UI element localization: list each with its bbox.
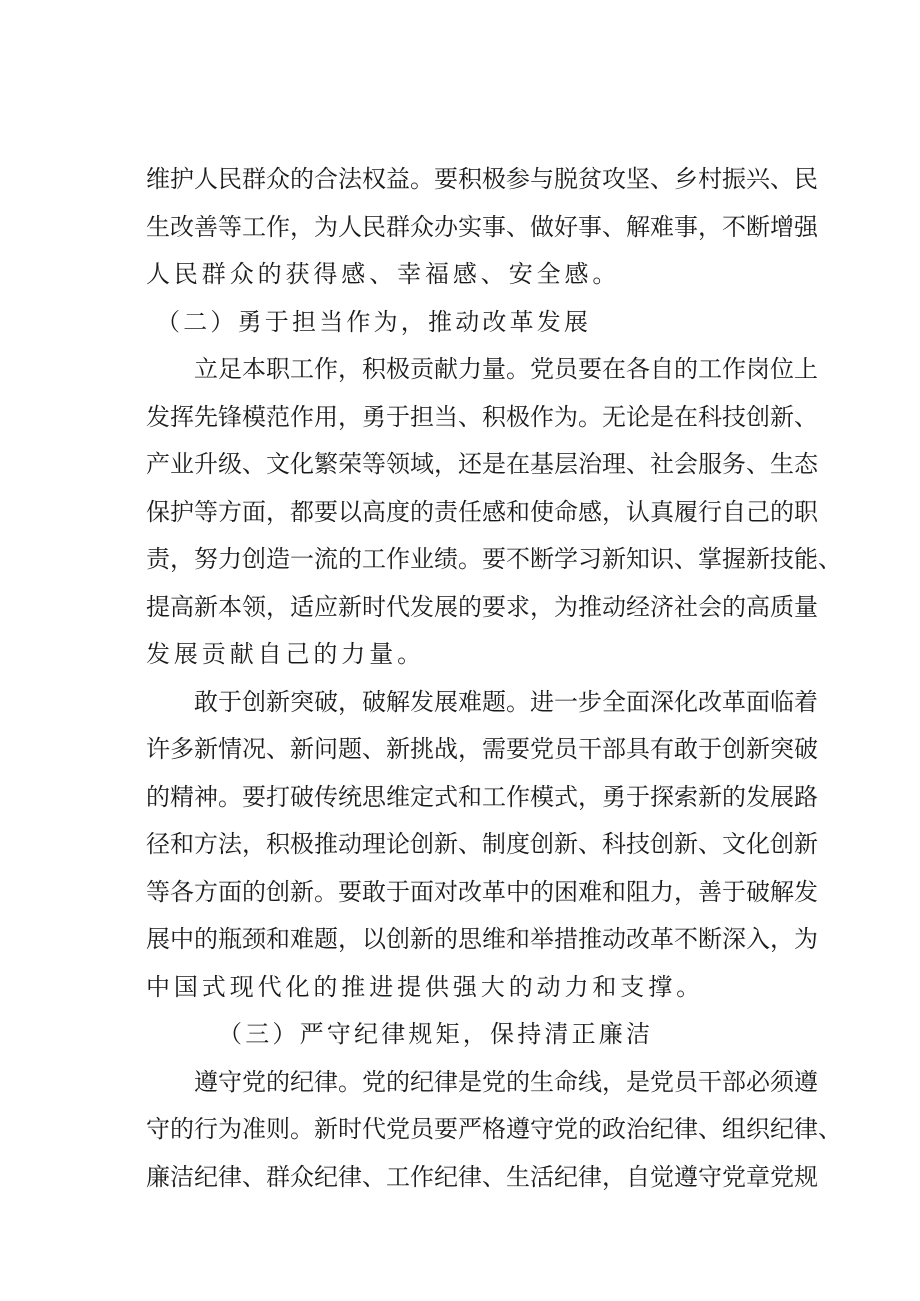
text-line: 提高新本领，适应新时代发展的要求，为推动经济社会的高质量 (146, 592, 818, 621)
text-line: 保护等方面，都要以高度的责任感和使命感，认真履行自己的职 (146, 497, 818, 526)
paragraph-start-line: 立足本职工作，积极贡献力量。党员要在各自的工作岗位上 (194, 355, 818, 383)
text-line: 守的行为准则。新时代党员要严格遵守党的政治纪律、组织纪律、 (146, 1115, 842, 1143)
text-line: 生改善等工作，为人民群众办实事、做好事、解难事，不断增强 (146, 212, 818, 241)
text-line: 中国式现代化的推进提供强大的动力和支撑。 (146, 972, 704, 1001)
text-line: 发展贡献自己的力量。 (146, 640, 425, 668)
paragraph-start-line: 敢于创新突破，破解发展难题。进一步全面深化改革面临着 (194, 687, 818, 716)
section-heading: （二）勇于担当作为，推动改革发展 (156, 307, 592, 336)
text-line: 廉洁纪律、群众纪律、工作纪律、生活纪律，自觉遵守党章党规 (146, 1162, 818, 1191)
document-body (146, 156, 842, 1201)
text-line: 维护人民群众的合法权益。要积极参与脱贫攻坚、乡村振兴、民 (146, 165, 818, 193)
text-line: 展中的瓶颈和难题，以创新的思维和举措推动改革不断深入，为 (146, 925, 818, 953)
text-line: 等各方面的创新。要敢于面对改革中的困难和阻力，善于破解发 (146, 877, 818, 906)
text-line: 许多新情况、新问题、新挑战，需要党员干部具有敢于创新突破 (146, 735, 818, 763)
text-line: 产业升级、文化繁荣等领域，还是在基层治理、社会服务、生态 (146, 450, 818, 478)
section-heading: （三）严守纪律规矩，保持清正廉洁 (218, 1020, 654, 1048)
paragraph-start-line: 遵守党的纪律。党的纪律是党的生命线，是党员干部必须遵 (194, 1067, 818, 1096)
text-line: 人民群众的获得感、幸福感、安全感。 (146, 260, 621, 288)
text-line: 径和方法，积极推动理论创新、制度创新、科技创新、文化创新 (146, 830, 818, 858)
text-line: 的精神。要打破传统思维定式和工作模式，勇于探索新的发展路 (146, 782, 818, 811)
text-line: 责，努力创造一流的工作业绩。要不断学习新知识、掌握新技能、 (146, 545, 842, 573)
text-line: 发挥先锋模范作用，勇于担当、积极作为。无论是在科技创新、 (146, 402, 818, 431)
